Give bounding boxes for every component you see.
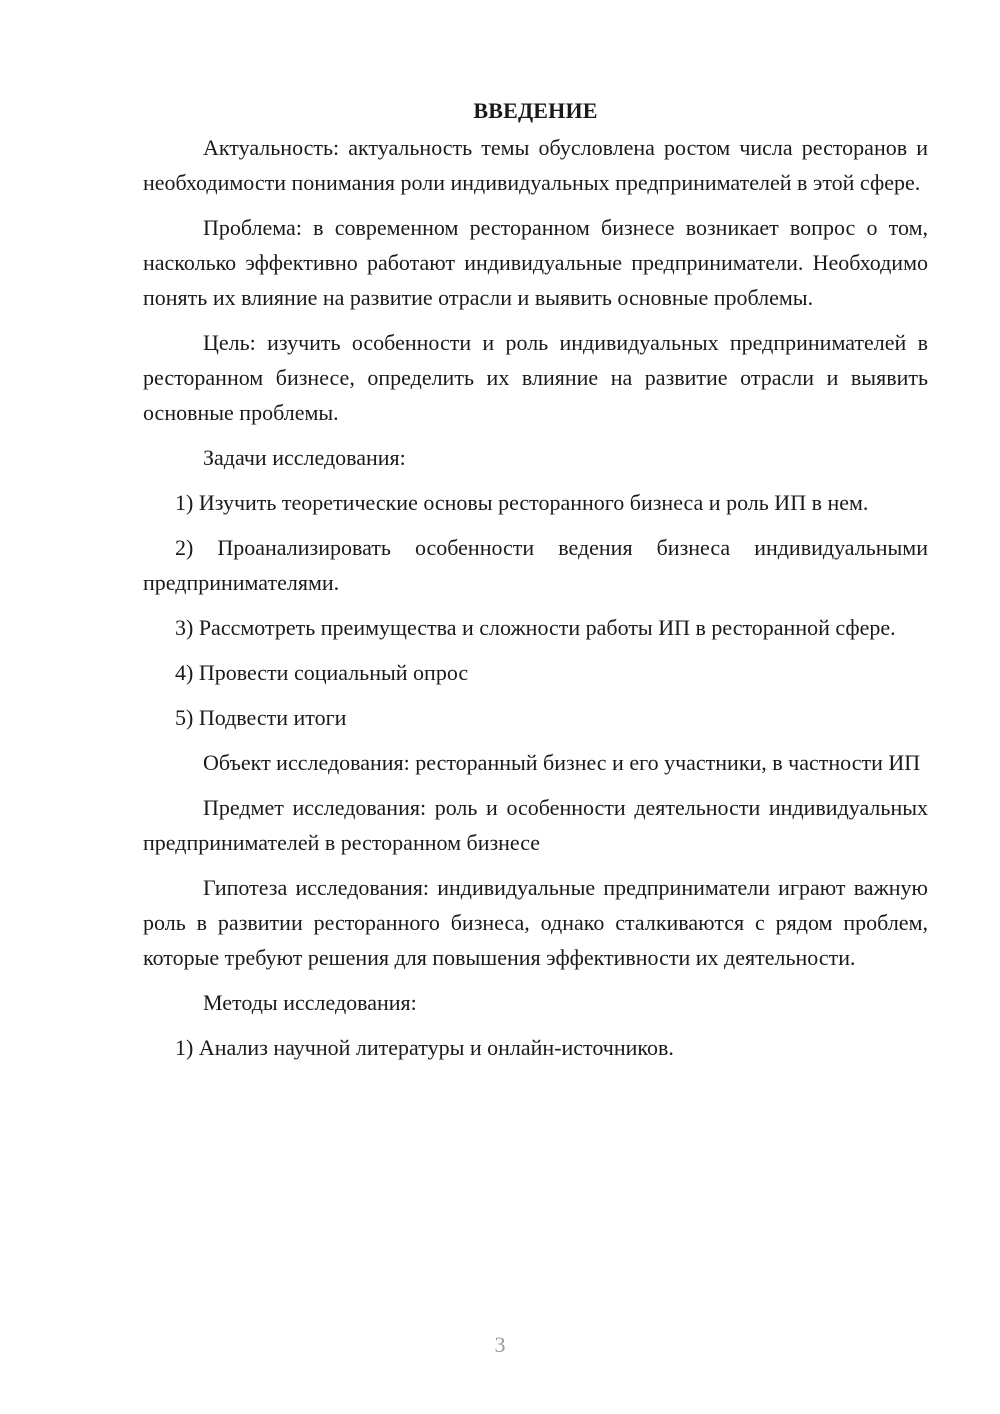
paragraph-goal: Цель: изучить особенности и роль индивидуальных предпринимателей в ресторанном бизнесе, определить их влияние на развитие отрасли и выявить основные проблемы.: [143, 330, 928, 425]
task-item-4: 4) Провести социальный опрос: [175, 660, 469, 685]
method-item-1: 1) Анализ научной литературы и онлайн-источников.: [175, 1035, 674, 1060]
paragraph-subject: Предмет исследования: роль и особенности деятельности индивидуальных предпринимателей в ресторанном бизнесе: [143, 795, 928, 855]
paragraph-tasks-heading: Задачи исследования:: [203, 445, 406, 470]
paragraph-object: Объект исследования: ресторанный бизнес и его участники, в частности ИП: [203, 750, 921, 775]
task-item-5: 5) Подвести итоги: [175, 705, 347, 730]
paragraph-hypothesis: Гипотеза исследования: индивидуальные предприниматели играют важную роль в развитии ресторанного бизнеса, однако сталкиваются с рядом проблем, которые требуют решения для повышения эффективности их деятельности.: [143, 875, 928, 970]
page-content: [143, 93, 928, 1075]
task-item-3: 3) Рассмотреть преимущества и сложности работы ИП в ресторанной сфере.: [175, 615, 896, 640]
page-heading: ВВЕДЕНИЕ: [473, 98, 598, 123]
page-number: 3: [494, 1332, 506, 1357]
paragraph-methods-heading: Методы исследования:: [203, 990, 417, 1015]
paragraph-relevance: Актуальность: актуальность темы обусловлена ростом числа ресторанов и необходимости понимания роли индивидуальных предпринимателей в этой сфере.: [143, 135, 928, 195]
task-item-2: 2) Проанализировать особенности ведения бизнеса индивидуальными предпринимателями.: [143, 535, 928, 595]
paragraph-problem: Проблема: в современном ресторанном бизнесе возникает вопрос о том, насколько эффективно работают индивидуальные предприниматели. Необходимо понять их влияние на развитие отрасли и выявить основные проблемы.: [143, 215, 928, 310]
task-item-1: 1) Изучить теоретические основы ресторанного бизнеса и роль ИП в нем.: [175, 490, 869, 515]
